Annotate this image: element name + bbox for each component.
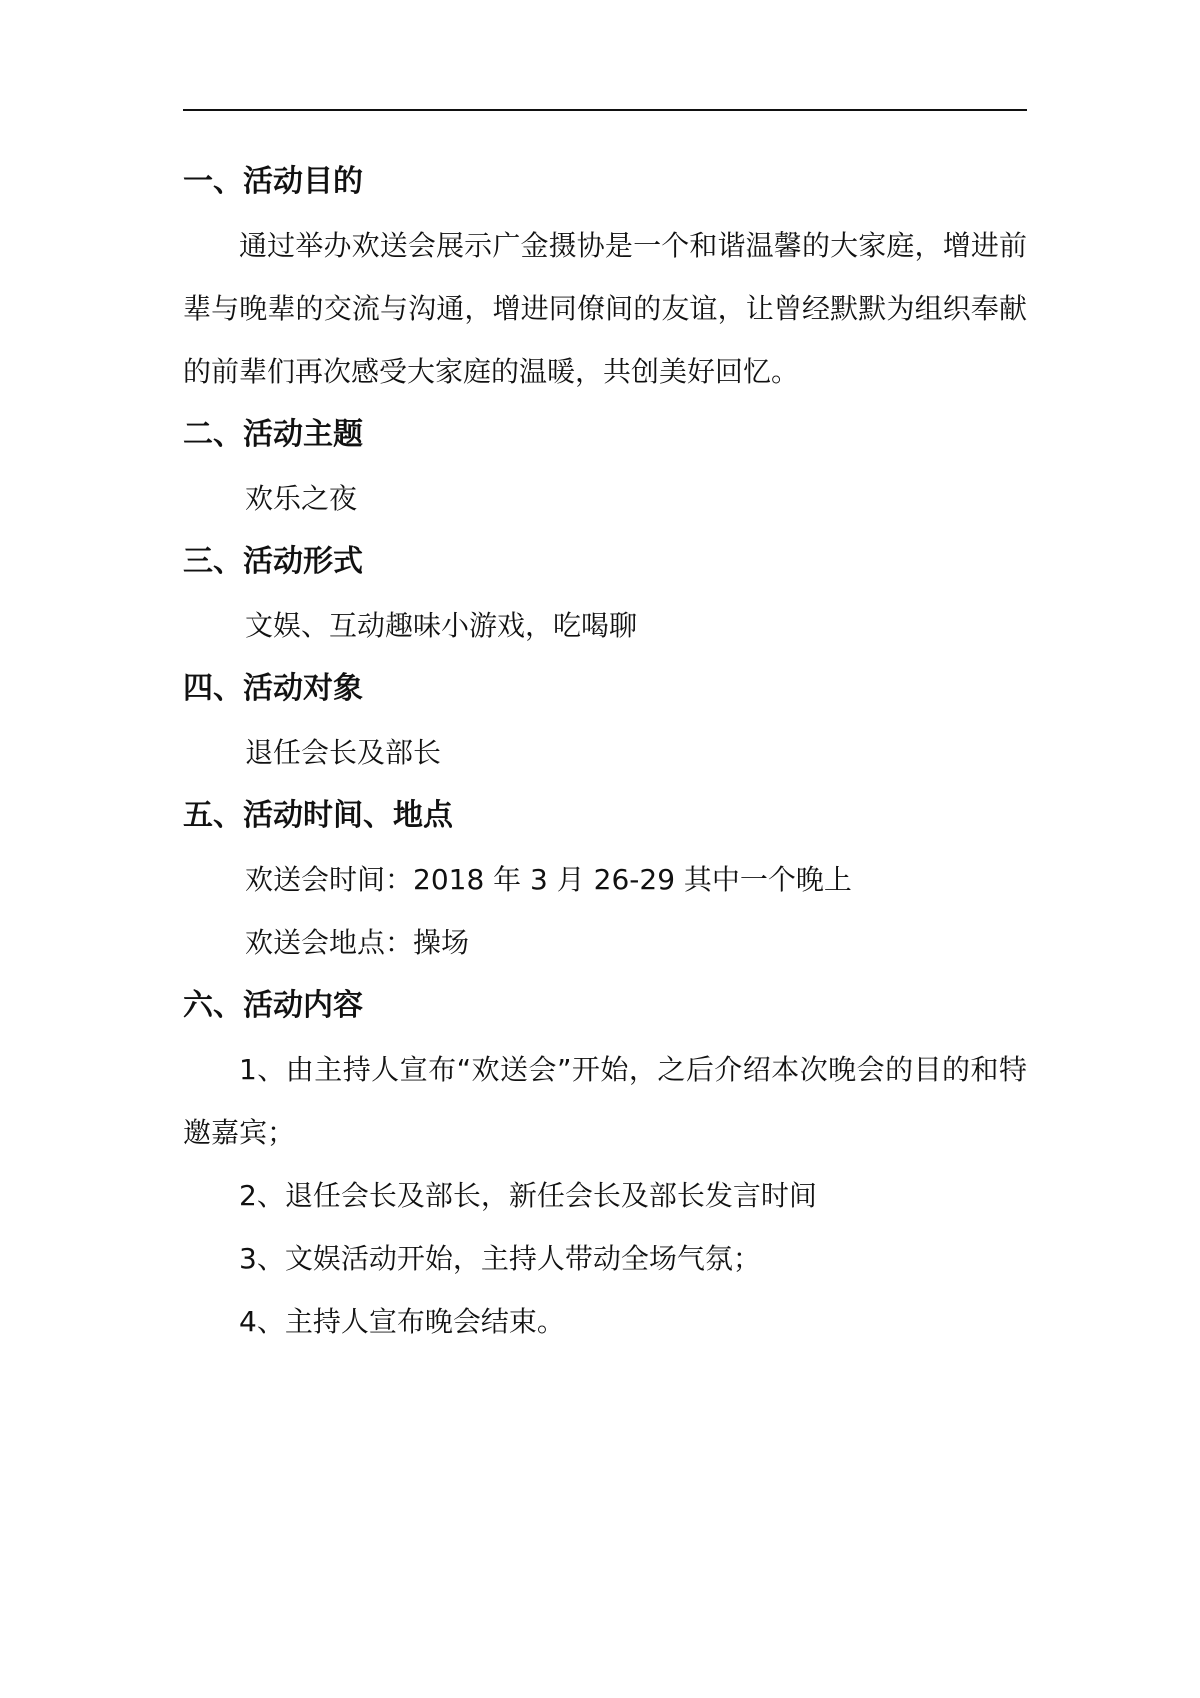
section-time-place	[183, 784, 1027, 974]
section-audience	[183, 657, 1027, 784]
section-content	[183, 974, 1027, 1353]
list-item: 3、文娱活动开始，主持人带动全场气氛；	[239, 1242, 761, 1275]
section-paragraph: 通过举办欢送会展示广金摄协是一个和谐温馨的大家庭，增进前辈与晚辈的交流与沟通，增进同僚间的友谊，让曾经默默为组织奉献的前辈们再次感受大家庭的温暖，共创美好回忆。	[183, 229, 1027, 388]
list-item: 4、主持人宣布晚会结束。	[239, 1305, 565, 1338]
section-heading: 二、活动主题	[183, 417, 363, 452]
section-theme	[183, 403, 1027, 530]
section-heading: 一、活动目的	[183, 164, 363, 199]
list-item: 1、由主持人宣布“欢送会”开始，之后介绍本次晚会的目的和特邀嘉宾；	[183, 1053, 1027, 1149]
section-line: 文娱、互动趣味小游戏，吃喝聊	[245, 609, 638, 642]
section-heading: 五、活动时间、地点	[183, 798, 453, 833]
event-time-line: 欢送会时间：2018 年 3 月 26-29 其中一个晚上	[245, 863, 852, 896]
header-rule	[183, 109, 1027, 111]
section-format	[183, 530, 1027, 657]
document-body	[183, 150, 1027, 1353]
section-heading: 四、活动对象	[183, 671, 363, 706]
section-line: 退任会长及部长	[245, 736, 442, 769]
list-item: 2、退任会长及部长，新任会长及部长发言时间	[239, 1179, 817, 1212]
section-purpose	[183, 150, 1027, 403]
section-heading: 六、活动内容	[183, 988, 363, 1023]
event-place-line: 欢送会地点：操场	[245, 926, 470, 959]
section-line: 欢乐之夜	[245, 482, 358, 515]
section-heading: 三、活动形式	[183, 544, 363, 579]
